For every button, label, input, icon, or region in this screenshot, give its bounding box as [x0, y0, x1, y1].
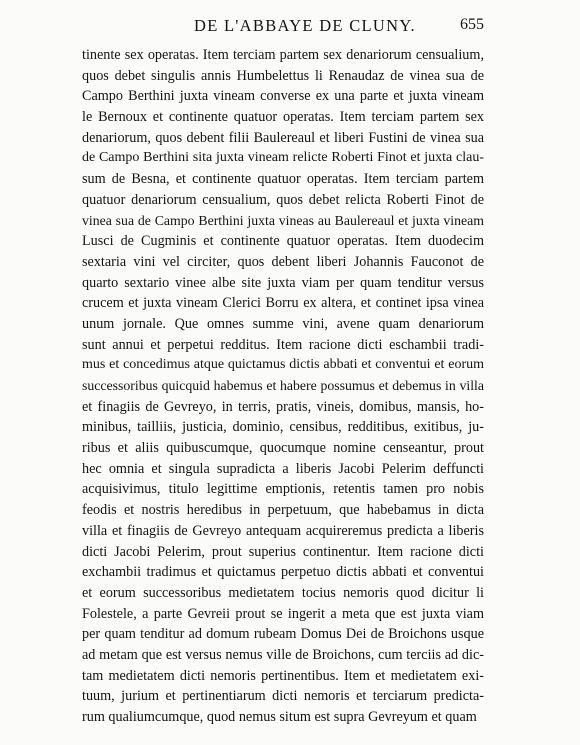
text-line: acquisivimus, titulo legittime emptionis, retentis tamen pro nobis	[82, 481, 484, 498]
text-line: mus et concedimus atque quictamus dictis abbati et conventui et eorum	[82, 357, 484, 373]
text-line: et finagiis de Gevreyo, in terris, pratis, vineis, domibus, mansis, ho-	[82, 398, 484, 415]
text-line: tam medietatem dicti nemoris pertinentibus. Item et medietatem exi-	[82, 667, 484, 684]
text-line: feodis et nostris heredibus in perpetuum, que habebamus in dicta	[82, 502, 484, 519]
text-line: le Bernoux et continente quatuor operatas. Item terciam partem sex	[82, 109, 484, 126]
text-line: de Campo Berthini sita juxta vineam relicte Roberti Finot et juxta clau-	[82, 150, 484, 166]
text-line: sextaria vini vel circiter, quos debent liberi Johannis Fauconot de	[82, 253, 484, 270]
text-line: rum qualiumcumque, quod nemus situm est supra Gevreyum et quam	[82, 709, 477, 725]
text-line: quatuor denariorum censualium, quos debet relicta Roberti Finot de	[82, 191, 484, 208]
text-line: exchambii tradimus et quictamus perpetuo dictis abbati et conventui	[82, 564, 484, 581]
text-line: quarto sextario vinee albe site juxta viam per quam tenditur versus	[82, 274, 484, 291]
text-line: dicti Jacobi Pelerim, prout superius continentur. Item racione dicti	[82, 543, 484, 560]
text-line: tuum, jurium et pertinentiarum dicti nemoris et terciarum predicta-	[82, 688, 484, 705]
text-line: quos debet singulis annis Humbelettus li Renaudaz de vinea sua de	[82, 67, 484, 84]
text-line: sum de Besna, et continente quatuor operatas. Item terciam partem	[82, 171, 484, 188]
text-line: ribus et aliis quibuscumque, quocumque nomine censeantur, prout	[82, 440, 484, 457]
body-text	[82, 45, 484, 728]
text-line: villa et finagiis de Gevreyo antequam acquireremus predicta a liberis	[82, 522, 484, 539]
text-line: et eorum successoribus medietatem tocius nemoris quod dicitur li	[82, 584, 484, 601]
text-line: crucem et juxta vineam Clerici Borru ex altera, et continet ipsa vinea	[82, 295, 484, 312]
text-line: Lusci de Cugminis et continente quatuor operatas. Item duodecim	[82, 233, 484, 250]
text-line: unum jornale. Que omnes summe vini, avene quam denariorum	[82, 315, 484, 332]
text-line: Folestele, a parte Gevreii prout se ingerit a meta que est juxta viam	[82, 605, 484, 622]
text-line: per quam tenditur ad domum rubeam Domus Dei de Broichons usque	[82, 626, 484, 643]
text-line: denariorum, quos debent filii Baulereaul et liberi Fustini de vinea sua	[82, 129, 484, 146]
text-line: tinente sex operatas. Item terciam partem sex denariorum censualium,	[82, 47, 484, 63]
text-line: sunt annui et perpetui redditus. Item racione dicti eschambii tradi-	[82, 336, 484, 353]
text-line: hec omnia et singula supradicta a liberis Jacobi Pelerim deffuncti	[82, 460, 484, 477]
text-line: Campo Berthini juxta vineam converse ex una parte et juxta vineam	[82, 88, 484, 105]
text-line: minibus, tailliis, justicia, dominio, censibus, redditibus, exitibus, ju-	[82, 419, 484, 436]
text-line: successoribus quicquid habemus et habere possumus et debemus in villa	[82, 378, 484, 393]
running-title: DE L'ABBAYE DE CLUNY.	[194, 16, 416, 35]
page-header	[0, 16, 580, 40]
text-line: ad metam que est versus nemus ville de Broichons, cum terciis ad dic-	[82, 646, 484, 663]
text-line: vinea sua de Campo Berthini juxta vineas au Baulereaul et juxta vineam	[82, 212, 484, 228]
page-number: 655	[460, 16, 484, 33]
